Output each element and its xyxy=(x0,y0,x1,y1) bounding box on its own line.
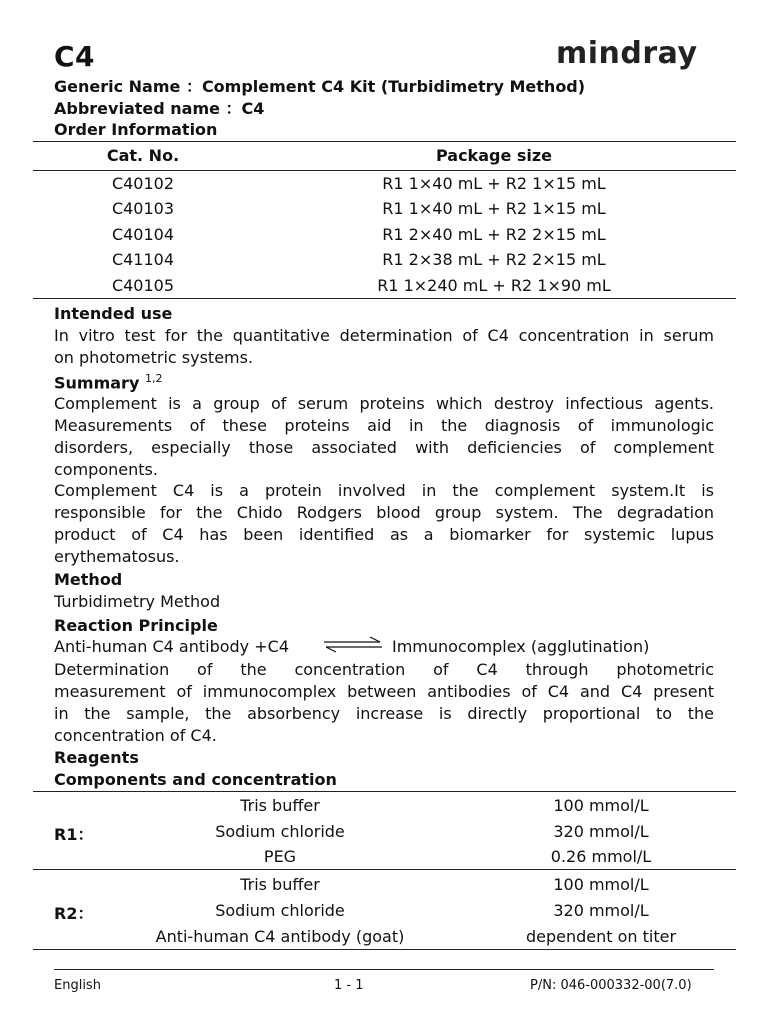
cat-no-cell: C40103 xyxy=(111,199,175,218)
abbreviated-name: Abbreviated name ：C4 xyxy=(54,99,265,118)
text-line: on photometric systems. xyxy=(54,348,254,367)
summary-paragraph-2 xyxy=(54,480,714,568)
component-concentration: 320 mmol/L xyxy=(553,822,649,841)
component-name: Tris buffer xyxy=(240,875,320,894)
component-name: Sodium chloride xyxy=(215,822,345,841)
component-concentration: 320 mmol/L xyxy=(553,901,649,920)
method-heading: Method xyxy=(54,570,123,589)
component-name: PEG xyxy=(263,847,297,866)
reagents-heading: Reagents xyxy=(54,748,139,767)
text-line: Measurements of these proteins aid in the diagnosis of immunologic xyxy=(54,416,714,435)
brand-logo: mindray xyxy=(556,36,698,71)
footer-language: English xyxy=(54,978,101,993)
footer-rule xyxy=(54,969,714,970)
text-line: In vitro test for the quantitative determination of C4 concentration in serum xyxy=(54,326,714,345)
component-concentration: 100 mmol/L xyxy=(553,875,649,894)
footer-page-number: 1 - 1 xyxy=(334,978,364,993)
intended-use-heading: Intended use xyxy=(54,304,173,323)
text-line: measurement of immunocomplex between antibodies of C4 and C4 present xyxy=(54,682,714,701)
footer-part-number: P/N: 046-000332-00(7.0) xyxy=(530,978,692,993)
text-line: erythematosus. xyxy=(54,547,180,566)
intended-use-text xyxy=(54,325,714,369)
text-line: Complement C4 is a protein involved in the complement system.It is xyxy=(54,481,714,500)
cat-no-cell: C40104 xyxy=(111,225,175,244)
col-header-package-size: Package size xyxy=(435,146,553,165)
component-concentration: dependent on titer xyxy=(525,927,677,946)
reaction-right: Immunocomplex (agglutination) xyxy=(392,637,650,656)
reaction-left: Anti-human C4 antibody +C4 xyxy=(54,637,289,656)
component-concentration: 100 mmol/L xyxy=(553,796,649,815)
reagent-label-r2: R2： xyxy=(54,904,94,923)
summary-heading xyxy=(54,372,162,392)
reaction-principle-heading: Reaction Principle xyxy=(54,616,218,635)
reaction-description xyxy=(54,659,714,747)
text-line: responsible for the Chido Rodgers blood group system. The degradation xyxy=(54,503,714,522)
order-information-heading: Order Information xyxy=(54,120,218,139)
summary-reference: 1,2 xyxy=(144,372,163,385)
components-heading: Components and concentration xyxy=(54,770,337,789)
component-name: Sodium chloride xyxy=(215,901,345,920)
text-line: product of C4 has been identified as a biomarker for systemic lupus xyxy=(54,525,714,544)
cat-no-cell: C40105 xyxy=(111,276,175,295)
component-name: Anti-human C4 antibody (goat) xyxy=(155,927,405,946)
col-header-cat-no: Cat. No. xyxy=(106,146,180,165)
component-name: Tris buffer xyxy=(240,796,320,815)
generic-name: Generic Name ：Complement C4 Kit (Turbidimetry Method) xyxy=(54,77,586,96)
cat-no-cell: C40102 xyxy=(111,174,175,193)
text-line: components. xyxy=(54,460,158,479)
package-size-cell: R1 1×40 mL + R2 1×15 mL xyxy=(382,199,606,218)
cat-no-cell: C41104 xyxy=(111,250,175,269)
method-text: Turbidimetry Method xyxy=(54,592,221,611)
text-line: in the sample, the absorbency increase is directly proportional to the xyxy=(54,704,714,723)
equilibrium-arrow-icon xyxy=(322,634,384,654)
package-size-cell: R1 2×40 mL + R2 2×15 mL xyxy=(382,225,606,244)
component-concentration: 0.26 mmol/L xyxy=(550,847,652,866)
reagents-top-rule xyxy=(33,791,736,792)
package-size-cell: R1 1×40 mL + R2 1×15 mL xyxy=(382,174,606,193)
package-size-cell: R1 2×38 mL + R2 2×15 mL xyxy=(382,250,606,269)
page-title: C4 xyxy=(54,40,96,73)
table-top-rule xyxy=(33,141,736,142)
summary-paragraph-1 xyxy=(54,393,714,481)
text-line: Complement is a group of serum proteins which destroy infectious agents. xyxy=(54,394,714,413)
table-header-rule xyxy=(33,170,736,171)
reagent-label-r1: R1： xyxy=(54,825,94,844)
reagents-bottom-rule xyxy=(33,949,736,950)
table-bottom-rule xyxy=(33,298,736,299)
text-line: disorders, especially those associated with deficiencies of complement xyxy=(54,438,714,457)
reagents-mid-rule xyxy=(33,869,736,870)
package-size-cell: R1 1×240 mL + R2 1×90 mL xyxy=(377,276,611,295)
text-line: Determination of the concentration of C4 through photometric xyxy=(54,660,714,679)
text-line: concentration of C4. xyxy=(54,726,217,745)
summary-heading-text: Summary xyxy=(54,373,140,393)
